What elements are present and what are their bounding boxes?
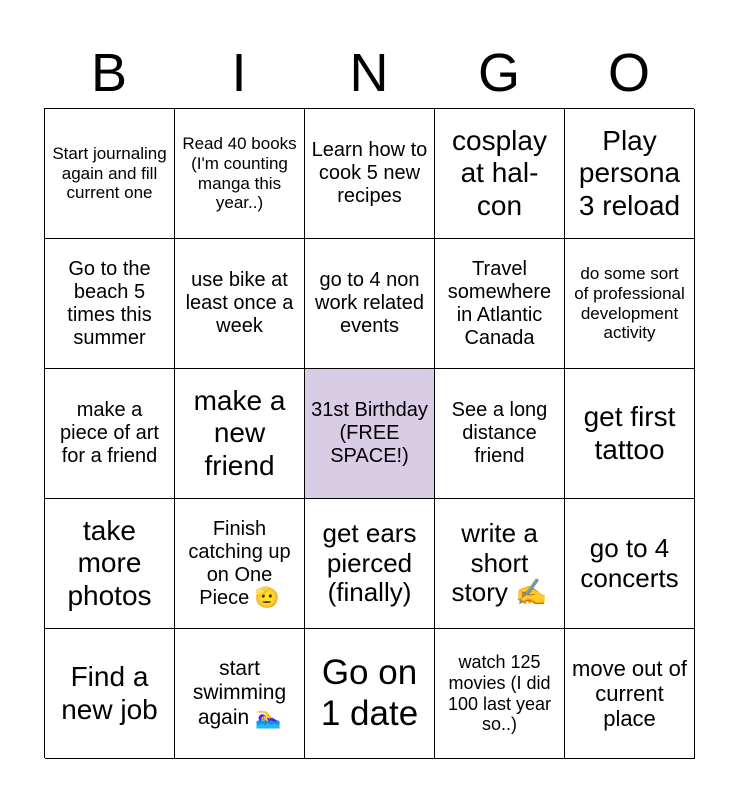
bingo-cell[interactable] (175, 239, 305, 369)
cell-text: watch 125 movies (I did 100 last year so..) (447, 652, 552, 735)
header-letter-i: I (231, 43, 247, 103)
bingo-cell[interactable] (45, 239, 175, 369)
bingo-cell[interactable] (435, 369, 565, 499)
bingo-cell[interactable] (305, 109, 435, 239)
bingo-cell[interactable] (565, 629, 695, 759)
bingo-cell[interactable] (565, 239, 695, 369)
bingo-board (44, 108, 694, 758)
cell-text: Go to the beach 5 times this summer (67, 257, 152, 349)
cell-text: take more photos (67, 515, 152, 611)
bingo-cell[interactable] (45, 369, 175, 499)
cell-text: make a piece of art for a friend (60, 399, 159, 467)
cell-text: go to 4 concerts (580, 532, 679, 593)
cell-text: do some sort of professional development activity (574, 264, 685, 343)
cell-text: Travel somewhere in Atlantic Canada (447, 257, 552, 349)
cell-text: See a long distance friend (451, 399, 548, 467)
bingo-cell[interactable] (175, 499, 305, 629)
cell-text: move out of current place (572, 655, 687, 732)
free-space-cell[interactable] (305, 369, 435, 499)
bingo-cell[interactable] (435, 239, 565, 369)
bingo-cell[interactable] (305, 499, 435, 629)
bingo-cell[interactable] (45, 629, 175, 759)
cell-text: write a short story ✍️ (451, 517, 548, 608)
bingo-cell[interactable] (175, 369, 305, 499)
bingo-cell[interactable] (435, 499, 565, 629)
bingo-cell[interactable] (305, 239, 435, 369)
cell-text: cosplay at hal-con (452, 125, 547, 221)
bingo-cell[interactable] (175, 109, 305, 239)
cell-text: Go on 1 date (320, 653, 419, 733)
bingo-cell[interactable] (565, 109, 695, 239)
cell-text: start swimming again 🏊‍♀️ (192, 657, 287, 729)
bingo-cell[interactable] (435, 109, 565, 239)
bingo-cell[interactable] (175, 629, 305, 759)
bingo-cell[interactable] (435, 629, 565, 759)
cell-text: Play persona 3 reload (578, 125, 681, 221)
header-letter-n: N (349, 43, 389, 103)
cell-text: Learn how to cook 5 new recipes (311, 139, 428, 207)
header-letter-o: O (607, 43, 650, 103)
bingo-cell[interactable] (45, 109, 175, 239)
header-letter-g: G (477, 43, 520, 103)
cell-text: use bike at least once a week (185, 269, 294, 337)
cell-text: make a new friend (193, 385, 286, 481)
bingo-cell[interactable] (305, 629, 435, 759)
cell-text: go to 4 non work related events (315, 269, 424, 337)
cell-text: get first tattoo (583, 401, 676, 465)
cell-text: 31st Birthday (FREE SPACE!) (311, 399, 428, 467)
cell-text: get ears pierced (finally) (322, 517, 417, 608)
cell-text: Start journaling again and fill current one (52, 144, 167, 203)
cell-text: Find a new job (61, 661, 158, 725)
bingo-cell[interactable] (565, 369, 695, 499)
cell-text: Finish catching up on One Piece 🫡 (188, 517, 291, 609)
bingo-cell[interactable] (565, 499, 695, 629)
cell-text: Read 40 books (I'm counting manga this year..) (182, 134, 297, 213)
bingo-cell[interactable] (45, 499, 175, 629)
header-letter-b: B (90, 43, 128, 103)
bingo-header (44, 40, 694, 106)
